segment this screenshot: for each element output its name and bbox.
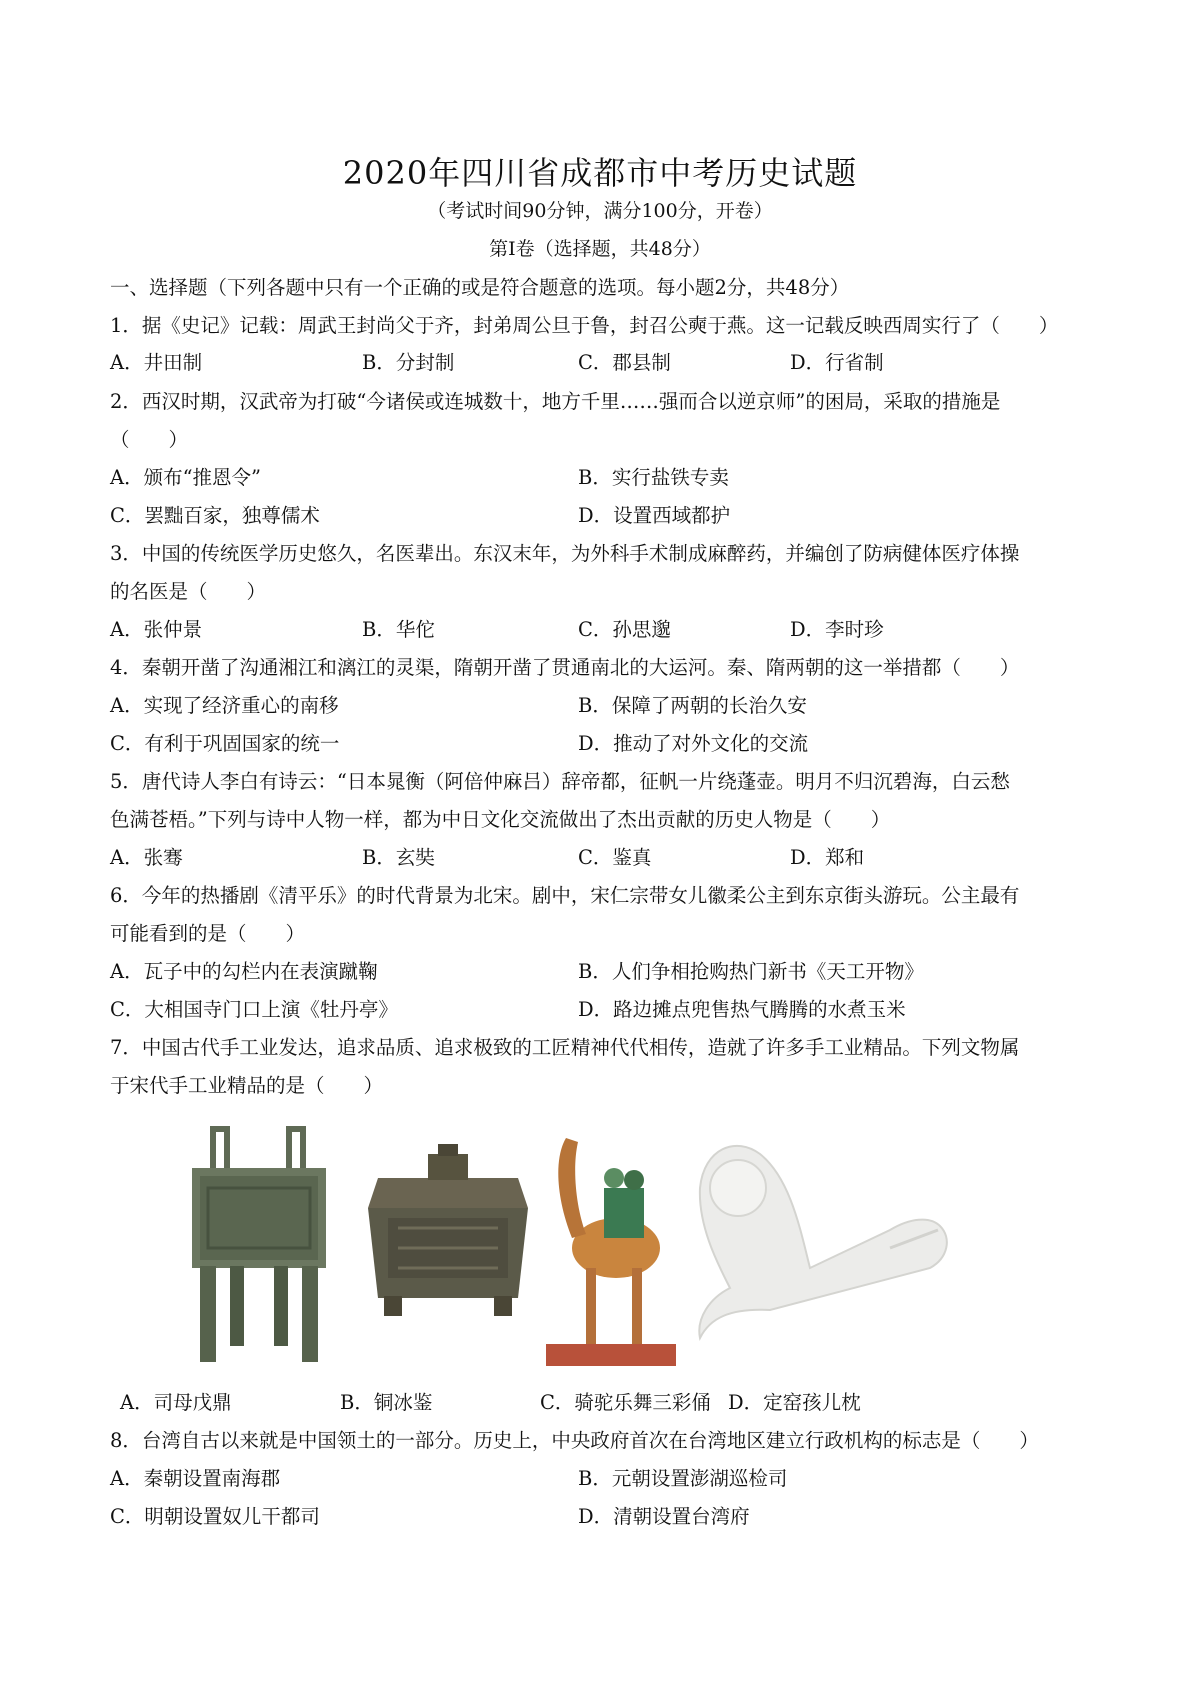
question-2-text-cont: （ ） [110, 428, 189, 451]
q1-option-c: C．郡县制 [578, 351, 671, 374]
q5-option-b: B．玄奘 [362, 846, 435, 869]
exam-title: 2020年四川省成都市中考历史试题 [342, 154, 858, 192]
camel-tricolor-figurine-image [546, 1118, 676, 1372]
bronze-ice-chest-image [358, 1118, 538, 1372]
q3-option-b: B．华佗 [362, 618, 435, 641]
q4-option-a: A．实现了经济重心的南移 [110, 694, 339, 717]
q8-option-b: B．元朝设置澎湖巡检司 [578, 1467, 788, 1490]
q6-option-a: A．瓦子中的勾栏内在表演蹴鞠 [110, 960, 378, 983]
q6-option-d: D．路边摊点兜售热气腾腾的水煮玉米 [578, 998, 906, 1021]
q8-option-d: D．清朝设置台湾府 [578, 1505, 750, 1528]
q3-option-a: A．张仲景 [110, 618, 203, 641]
question-8-text: 8．台湾自古以来就是中国领土的一部分。历史上，中央政府首次在台湾地区建立行政机构的标志是（ ） [110, 1429, 1039, 1452]
q7-option-a: A．司母戊鼎 [120, 1391, 232, 1414]
q6-option-b: B．人们争相抢购热门新书《天工开物》 [578, 960, 924, 983]
q3-option-c: C．孙思邈 [578, 618, 671, 641]
q1-option-a: A．井田制 [110, 351, 203, 374]
section-title: 第Ⅰ卷（选择题，共48分） [489, 238, 711, 260]
q6-option-c: C．大相国寺门口上演《牡丹亭》 [110, 998, 398, 1021]
ding-kiln-child-pillow-image [690, 1118, 960, 1372]
question-7-text-cont: 于宋代手工业精品的是（ ） [110, 1074, 384, 1097]
q2-option-d: D．设置西域都护 [578, 504, 731, 527]
question-6-text: 6．今年的热播剧《清平乐》的时代背景为北宋。剧中，宋仁宗带女儿徽柔公主到东京街头游玩。公主最有 [110, 884, 1020, 907]
exam-subtitle: （考试时间90分钟，满分100分，开卷） [427, 200, 773, 222]
q3-option-d: D．李时珍 [790, 618, 884, 641]
q7-option-d: D．定窑孩儿枕 [728, 1391, 861, 1414]
question-1-text: 1．据《史记》记载：周武王封尚父于齐，封弟周公旦于鲁，封召公奭于燕。这一记载反映西周实行了（ ） [110, 314, 1059, 337]
q8-option-a: A．秦朝设置南海郡 [110, 1467, 281, 1490]
q2-option-a: A．颁布“推恩令” [110, 466, 262, 489]
q1-option-d: D．行省制 [790, 351, 884, 374]
q7-option-c: C．骑驼乐舞三彩俑 [540, 1391, 711, 1414]
question-7-text: 7．中国古代手工业发达，追求品质、追求极致的工匠精神代代相传，造就了许多手工业精品。下列文物属 [110, 1036, 1020, 1059]
question-2-text: 2．西汉时期，汉武帝为打破“今诸侯或连城数十，地方千里……强而合以逆京师”的困局，采取的措施是 [110, 390, 1001, 413]
q8-option-c: C．明朝设置奴儿干都司 [110, 1505, 320, 1528]
question-4-text: 4．秦朝开凿了沟通湘江和漓江的灵渠，隋朝开凿了贯通南北的大运河。秦、隋两朝的这一举措都（ ） [110, 656, 1020, 679]
part-intro: 一、选择题（下列各题中只有一个正确的或是符合题意的选项。每小题2分，共48分） [110, 276, 850, 299]
q5-option-c: C．鉴真 [578, 846, 652, 869]
question-5-text: 5．唐代诗人李白有诗云：“日本晁衡（阿倍仲麻吕）辞帝都，征帆一片绕蓬壶。明月不归沉碧海，白云愁 [110, 770, 1010, 793]
q1-option-b: B．分封制 [362, 351, 455, 374]
q5-option-d: D．郑和 [790, 846, 865, 869]
question-5-text-cont: 色满苍梧。”下列与诗中人物一样，都为中日文化交流做出了杰出贡献的历史人物是（ ） [110, 808, 891, 831]
q4-option-c: C．有利于巩固国家的统一 [110, 732, 340, 755]
q4-option-d: D．推动了对外文化的交流 [578, 732, 809, 755]
question-6-text-cont: 可能看到的是（ ） [110, 922, 306, 945]
question-3-text: 3．中国的传统医学历史悠久，名医辈出。东汉末年，为外科手术制成麻醉药，并编创了防病健体医疗体操 [110, 542, 1020, 565]
q4-option-b: B．保障了两朝的长治久安 [578, 694, 807, 717]
simuwu-ding-image [186, 1118, 332, 1372]
q7-option-b: B．铜冰鉴 [340, 1391, 433, 1414]
q5-option-a: A．张骞 [110, 846, 183, 869]
q2-option-b: B．实行盐铁专卖 [578, 466, 729, 489]
q2-option-c: C．罢黜百家，独尊儒术 [110, 504, 320, 527]
question-3-text-cont: 的名医是（ ） [110, 580, 267, 603]
